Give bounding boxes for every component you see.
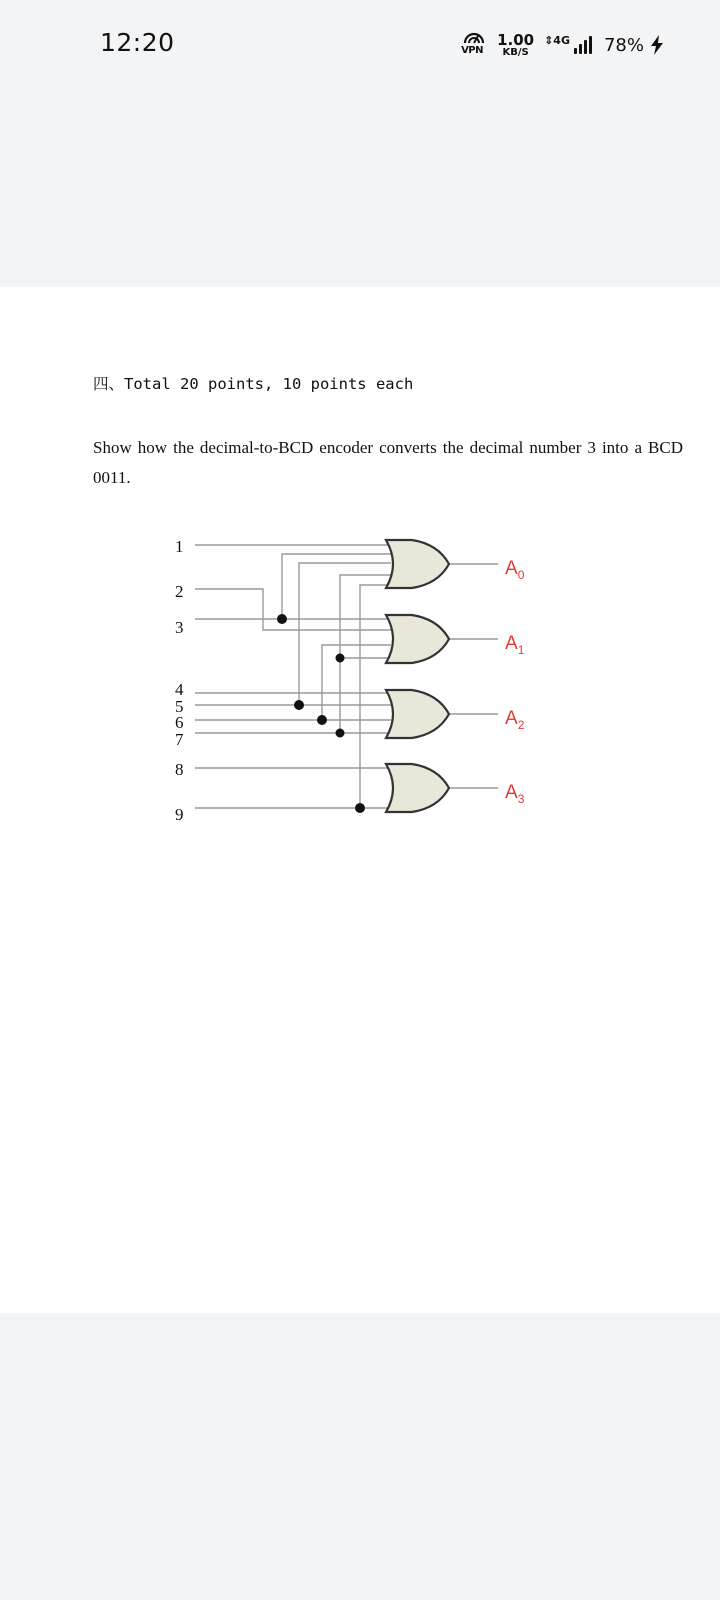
vpn-icon — [461, 31, 487, 59]
bcd-encoder-diagram — [0, 287, 720, 1313]
network-speed — [497, 30, 535, 58]
input-label-3: 3 — [175, 618, 184, 637]
network-type: ⇕4G — [544, 33, 570, 47]
output-label-a3: $A_3$ — [505, 782, 525, 806]
vpn-label: VPN — [461, 45, 483, 56]
or-gate-a0 — [386, 540, 449, 588]
input-label-4: 4 — [175, 680, 184, 699]
input-label-6: 6 — [175, 713, 184, 732]
speed-value: 1.00 — [497, 30, 535, 49]
output-label-a2: $A_2$ — [505, 708, 525, 732]
output-label-a1: $A_1$ — [505, 633, 525, 657]
or-gate-a3 — [386, 764, 449, 812]
speed-unit: KB/S — [502, 46, 529, 58]
document-page — [0, 287, 720, 1313]
input-label-5: 5 — [175, 697, 184, 716]
input-label-1: 1 — [175, 537, 184, 556]
question-heading: 四、Total 20 points, 10 points each — [93, 375, 414, 393]
signal-icon — [574, 36, 592, 54]
status-time: 12:20 — [100, 28, 175, 57]
or-gate-a2 — [386, 690, 449, 738]
charging-bolt-icon — [650, 35, 664, 55]
output-label-a0: $A_0$ — [505, 558, 525, 582]
or-gate-a1 — [386, 615, 449, 663]
input-label-9: 9 — [175, 805, 184, 824]
battery-percent: 78% — [603, 34, 644, 56]
status-bar — [0, 0, 720, 90]
network-type-label: 4G — [553, 33, 570, 47]
question-text: Show how the decimal-to-BCD encoder converts the decimal number 3 into a BCD 0011. — [93, 438, 683, 487]
input-label-8: 8 — [175, 760, 184, 779]
input-label-2: 2 — [175, 582, 184, 601]
input-label-7: 7 — [175, 730, 184, 749]
status-icons — [461, 30, 664, 60]
